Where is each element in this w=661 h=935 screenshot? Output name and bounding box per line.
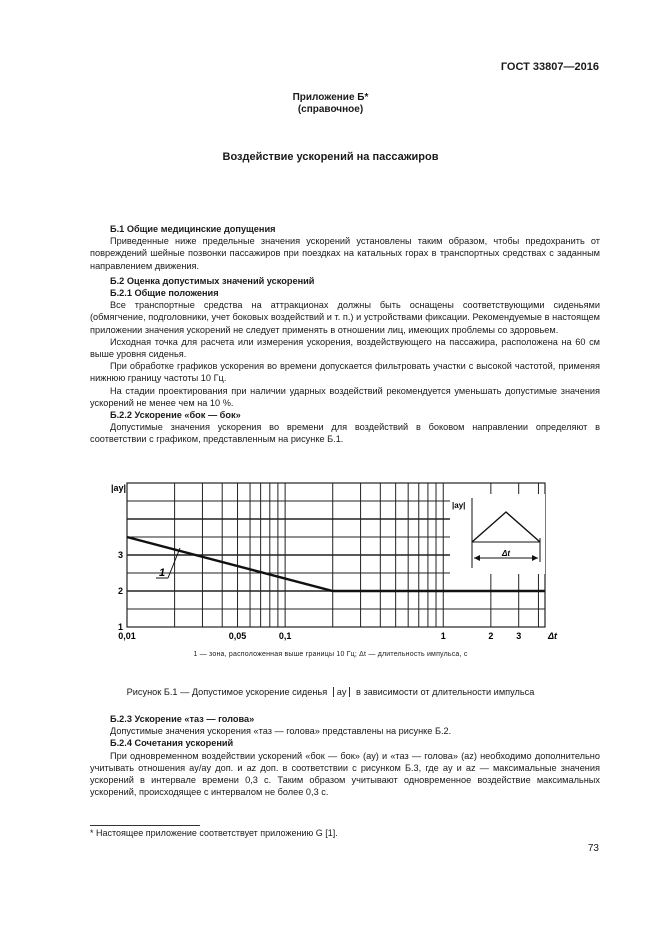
footnote: * Настоящее приложение соответствует приложению G [1].	[90, 828, 338, 838]
appendix-subtitle: (справочное)	[297, 104, 364, 115]
y-axis-label: |aу|	[111, 483, 127, 493]
subsection-heading: Б.2.4 Сочетания ускорений	[110, 738, 234, 749]
paragraph: При обработке графиков ускорения во времени допускается фильтровать участки с высокой частотой, применяя нижнюю границу частоты 10 Гц.	[90, 361, 600, 384]
caption-text-end: в зависимости от длительности импульса	[356, 687, 535, 697]
standard-number: ГОСТ 33807—2016	[500, 61, 599, 73]
subsection-heading: Б.2.2 Ускорение «бок — бок»	[110, 410, 241, 421]
x-tick-label: 1	[440, 631, 446, 641]
page-number: 73	[587, 843, 599, 854]
x-tick-label: 3	[516, 631, 522, 641]
figure-b1-chart	[100, 472, 560, 652]
figure-note: 1 — зона, расположенная выше границы 10 Гц; Δt — длительность импульса, с	[193, 651, 468, 658]
subsection-heading: Б.2.3 Ускорение «таз — голова»	[110, 714, 255, 724]
section-b1	[90, 223, 600, 446]
appendix-title: Приложение Б*	[292, 92, 369, 103]
x-tick-label: 0,1	[278, 631, 292, 641]
paragraph: Допустимые значения ускорения «таз — голова» представлены на рисунке Б.2.	[110, 726, 452, 737]
document-title: Воздействие ускорений на пассажиров	[222, 151, 439, 163]
footnote-rule	[90, 825, 200, 826]
inset-dt-label: Δt	[502, 549, 511, 558]
paragraph: Все транспортные средства на аттракционах должны быть оснащены соответствующими сиденьями (обмягчение, подголовники, учет боковых воздействий и т. п.) и устройствами фиксации. Рекомендуемые в настоящем приложении значения ускорений не следует применять в отношении лиц, имеющих проблемы со здоровьем.	[90, 300, 600, 335]
subsection-heading: Б.2.1 Общие положения	[110, 288, 219, 299]
zone-label: 1	[159, 567, 166, 579]
paragraph: Приведенные ниже предельные значения ускорений установлены таким образом, чтобы предохранить от повреждений шейные позвонки пассажиров при поездках на катальных горах в транспортных средствах с заданным направлением движения.	[90, 236, 600, 271]
x-axis-label: Δt	[548, 631, 558, 641]
section-heading: Б.2 Оценка допустимых значений ускорений	[110, 275, 315, 286]
caption-text: Рисунок Б.1 — Допустимое ускорение сиденья	[126, 687, 328, 697]
caption-symbol: aу	[333, 687, 351, 697]
paragraph: При одновременном воздействии ускорений «бок — бок» (aу) и «таз — голова» (az) необходимо дополнительно учитывать отношения aу/aу доп. и az доп. в соответствии с рисунком Б.3, где aу и az — максимальные значения ускорений в интервале времени 0,3 с. Таким образом учитывают одновременное воздействие максимальных ускорений, происходящее с интервалом не более 0,3 с.	[90, 750, 600, 798]
figure-caption	[0, 687, 661, 697]
x-tick-label: 0,05	[228, 631, 247, 641]
section-b23	[90, 713, 600, 798]
paragraph: Допустимые значения ускорения во времени для воздействий в боковом направлении определяют в соответствии с графиком, представленным на рисунке Б.1.	[90, 422, 600, 445]
y-tick-label: 3	[117, 550, 123, 560]
inset-label: |aу|	[452, 501, 466, 510]
paragraph: Исходная точка для расчета или измерения ускорения, воздействующего на пассажира, расположена на 60 см выше уровня сиденья.	[90, 336, 600, 360]
x-tick-label: 0,01	[118, 631, 136, 641]
section-heading: Б.1 Общие медицинские допущения	[110, 224, 276, 234]
x-tick-label: 2	[488, 631, 494, 641]
chart-inset	[450, 494, 545, 574]
y-tick-label: 1	[117, 622, 123, 632]
paragraph: На стадии проектирования при наличии ударных воздействий рекомендуется уменьшать допустимые значения ускорений не менее чем на 10 %.	[90, 385, 600, 408]
y-tick-label: 2	[117, 586, 123, 596]
